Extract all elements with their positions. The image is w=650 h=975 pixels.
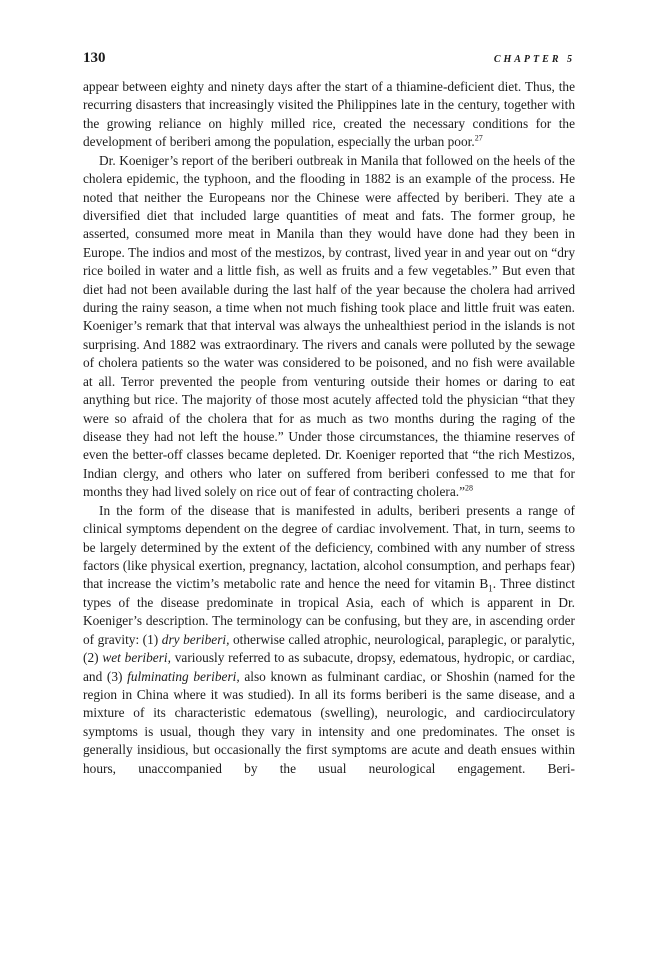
paragraph-text: otherwise called atrophic, neurological, paraplegic, or paralytic, (2) xyxy=(83,631,576,666)
book-page xyxy=(83,50,575,778)
term-dry-beriberi: dry beriberi, xyxy=(161,631,230,647)
running-head xyxy=(83,50,575,72)
paragraph-3 xyxy=(83,502,575,778)
paragraph-text: In the form of the disease that is manifested in adults, beriberi presents a range of clinical symptoms dependent on the degree of cardiac involvement. That, in turn, seems to be largely determined by the extent of the deficiency, combined with any number of stress factors (like physical exertion, pregnancy, lactation, alcohol consumption, and perhaps fear) that increase the victim’s metabolic rate and hence the need for vitamin B xyxy=(83,502,575,592)
paragraph-text: . Three distinct types of the disease predominate in tropical Asia, each of which is apparent in Dr. Koeniger’s description. The terminology can be confusing, but they are, in ascending order of gravity: (1) xyxy=(83,576,575,647)
paragraph-text: also known as fulminant cardiac, or Shoshin (named for the region in China where it was studied). In all its forms beriberi is the same disease, and a mixture of its characteristic edematous (swelling), neurologic, and cardiocirculatory symptoms is usual, though they vary in intensity and one predominates. The onset is generally insidious, but occasionally the first symptoms are acute and death ensues within hours, unaccompanied by the usual neurological engagement. Beri- xyxy=(83,668,575,776)
paragraph-1 xyxy=(83,78,575,152)
footnote-marker: 27 xyxy=(474,133,483,143)
vitamin-subscript: 1 xyxy=(488,584,493,595)
paragraph-text: variously referred to as subacute, dropsy, edematous, hydropic, or cardiac, and (3) xyxy=(83,650,575,684)
paragraph-2 xyxy=(83,152,575,502)
body-text xyxy=(83,78,575,778)
paragraph-text: appear between eighty and ninety days after the start of a thiamine-deficient diet. Thus, the recurring disasters that increasingly visited the Philippines late in the century, together with the growing reliance on highly milled rice, created the necessary conditions for the development of beriberi among the population, especially the urban poor. xyxy=(83,79,575,150)
term-wet-beriberi: wet beriberi, xyxy=(102,650,171,666)
paragraph-text: Dr. Koeniger’s report of the beriberi outbreak in Manila that followed on the heels of the cholera epidemic, the typhoon, and the flooding in 1882 is an example of the process. He noted that neither the Europeans nor the Chinese were affected by beriberi. They ate a diversified diet that included large quantities of meat and fats. The former group, he asserted, consumed more meat in Manila than they would have done had they been in Europe. The indios and most of the mestizos, by contrast, lived year in and year out on “dry rice boiled in water and a little fish, as well as fruits and a few vegetables.” But even that diet had not been available during the last half of the year because the cholera had arrived during the rainy season, a time when not much fishing took place and little fruit was eaten. Koeniger’s remark that that interval was always the unhealthiest period in the islands is not surprising. And 1882 was extraordinary. The rivers and canals were polluted by the sewage of cholera patients so the water was considered to be poisoned, and no fish were available at all. Terror prevented the people from venturing outside their homes or daring to eat anything but rice. The majority of those most acutely affected told the physician “that they were so afraid of the cholera that for as much as two months during the raging of the disease they had not left the house.” Under those circumstances, the thiamine reserves of even the better-off classes became depleted. Dr. Koeniger reported that “the rich Mestizos, Indian clergy, and others who later on suffered from beriberi confessed to me that for months they had lived solely on rice out of fear of contracting cholera.” xyxy=(83,152,575,500)
term-fulminating-beriberi: fulminating beriberi, xyxy=(127,668,240,684)
footnote-marker: 28 xyxy=(465,483,474,493)
chapter-label: CHAPTER 5 xyxy=(493,54,575,65)
page-number: 130 xyxy=(83,50,106,66)
